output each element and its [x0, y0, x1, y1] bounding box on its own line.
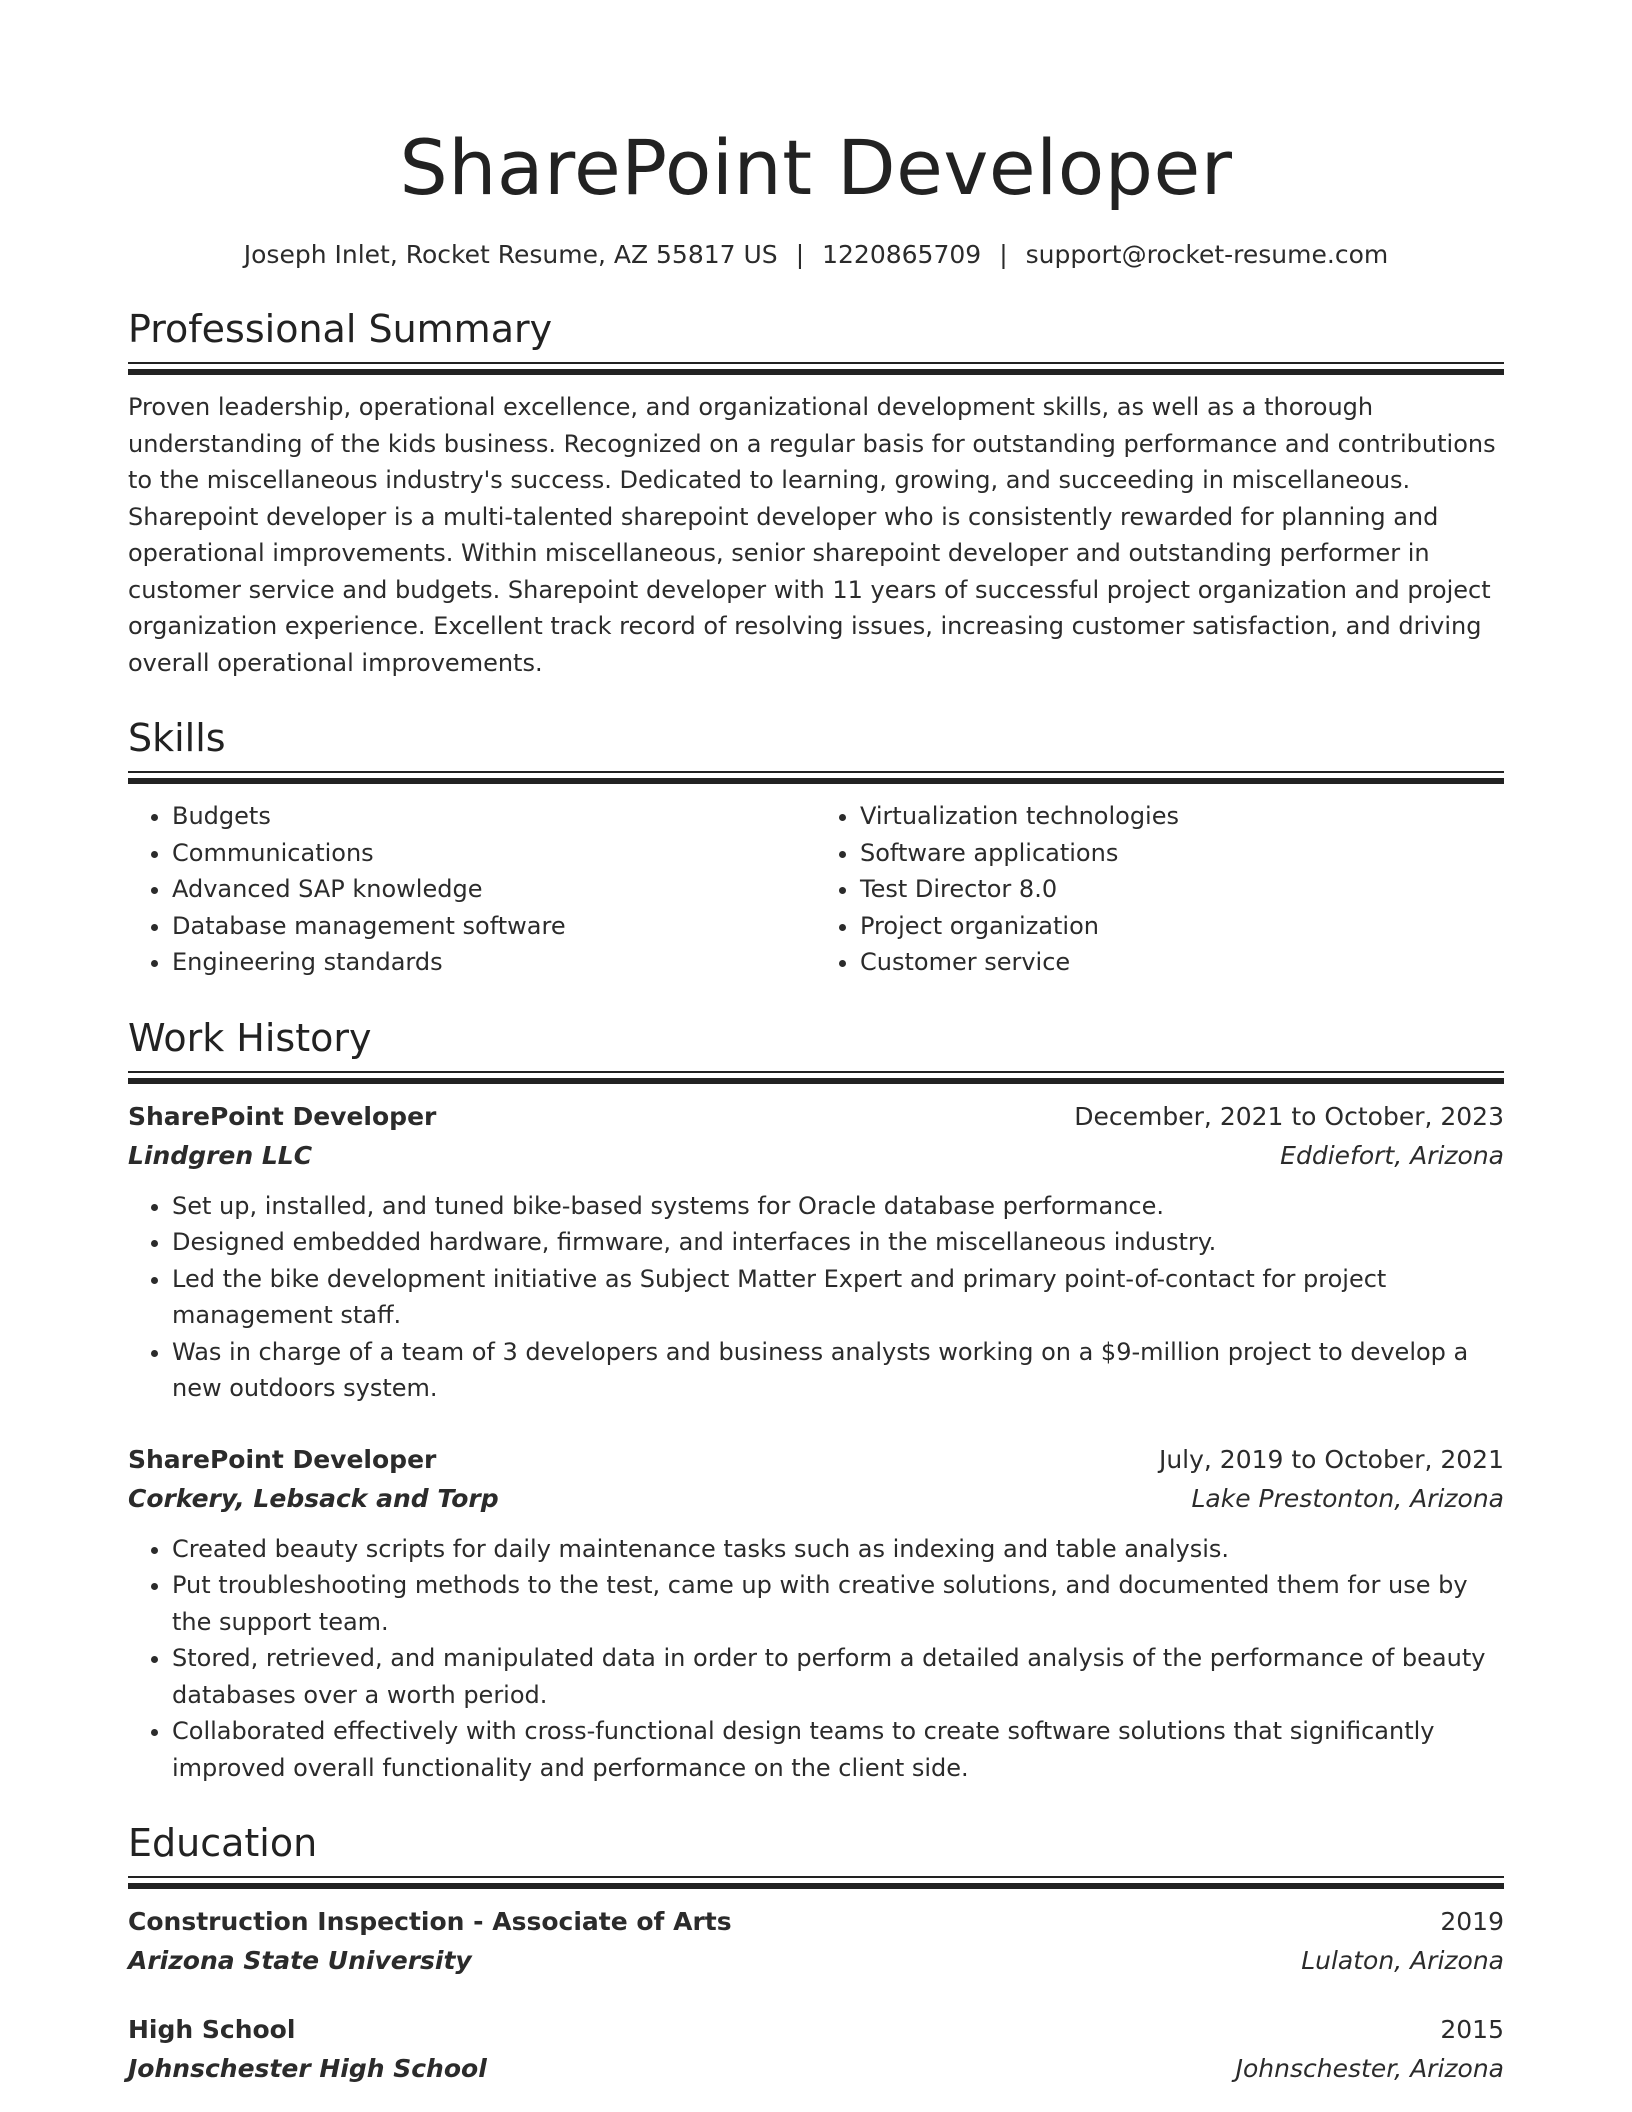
section-divider — [128, 362, 1504, 375]
section-divider — [128, 1071, 1504, 1084]
skill-item: • Budgets — [172, 798, 816, 835]
skill-item: • Test Director 8.0 — [860, 871, 1504, 908]
education-entry — [128, 2011, 1504, 2089]
work-history-section — [128, 1015, 1504, 1787]
school-name: Johnschester High School — [128, 2054, 487, 2083]
skill-item: • Virtualization technologies — [860, 798, 1504, 835]
education-entry — [128, 1903, 1504, 1981]
company-name: Lindgren LLC — [128, 1140, 313, 1170]
job-bullet: • Designed embedded hardware, firmware, and interfaces in the miscellaneous industry. — [172, 1224, 1504, 1261]
skills-column-right — [816, 798, 1504, 981]
job-bullets — [128, 1188, 1504, 1407]
degree-title: Construction Inspection - Associate of Arts — [128, 1907, 732, 1936]
job-bullet: • Set up, installed, and tuned bike-based systems for Oracle database performance. — [172, 1188, 1504, 1225]
job-entry — [128, 1098, 1504, 1407]
summary-section — [128, 306, 1504, 681]
skill-item: • Communications — [172, 835, 816, 872]
job-dates: December, 2021 to October, 2023 — [1074, 1101, 1504, 1131]
section-divider — [128, 771, 1504, 784]
job-location: Lake Prestonton, Arizona — [1191, 1483, 1504, 1513]
contact-phone: 1220865709 — [822, 240, 982, 269]
contact-address: Joseph Inlet, Rocket Resume, AZ 55817 US — [243, 240, 778, 269]
contact-separator: | — [795, 240, 805, 269]
job-title: SharePoint Developer — [128, 1101, 437, 1131]
education-section — [128, 1820, 1504, 2089]
section-title: Work History — [128, 1015, 372, 1060]
skill-item: • Customer service — [860, 944, 1504, 981]
school-location: Johnschester, Arizona — [1235, 2054, 1504, 2083]
job-dates: July, 2019 to October, 2021 — [1158, 1444, 1504, 1474]
school-name: Arizona State University — [128, 1946, 472, 1975]
contact-separator: | — [999, 240, 1008, 269]
summary-text: Proven leadership, operational excellence, and organizational development skills, as well as a thorough understanding of the kids business. Recognized on a regular basis for outstanding performance and contributions to the miscellaneous industry's success. Dedicated to learning, growing, and succeeding in miscellaneous. Sharepoint developer is a multi-talented sharepoint developer who is consistently rewarded for planning and operational improvements. Within miscellaneous, senior sharepoint developer and outstanding performer in customer service and budgets. Sharepoint developer with 11 years of successful project organization and project organization experience. Excellent track record of resolving issues, increasing customer satisfaction, and driving overall operational improvements. — [128, 393, 1496, 677]
job-bullet: • Stored, retrieved, and manipulated data in order to perform a detailed analysis of the performance of beauty databases over a worth period. — [172, 1640, 1504, 1713]
job-bullet: • Collaborated effectively with cross-functional design teams to create software solutions that significantly improved overall functionality and performance on the client side. — [172, 1713, 1504, 1786]
contact-email: support@rocket-resume.com — [1025, 240, 1389, 269]
skill-item: • Advanced SAP knowledge — [172, 871, 816, 908]
skills-column-left — [128, 798, 816, 981]
job-title: SharePoint Developer — [128, 1444, 437, 1474]
section-divider — [128, 1876, 1504, 1889]
job-bullet: • Led the bike development initiative as Subject Matter Expert and primary point-of-contact for project management staff. — [172, 1261, 1504, 1334]
company-name: Corkery, Lebsack and Torp — [128, 1483, 499, 1513]
skill-item: • Software applications — [860, 835, 1504, 872]
job-location: Eddiefort, Arizona — [1280, 1140, 1504, 1170]
job-bullet: • Was in charge of a team of 3 developers and business analysts working on a $9-million project to develop a new outdoors system. — [172, 1334, 1504, 1407]
education-year: 2015 — [1440, 2015, 1504, 2044]
skills-list — [128, 798, 1504, 981]
skill-item: • Database management software — [172, 908, 816, 945]
school-location: Lulaton, Arizona — [1301, 1946, 1504, 1975]
section-title: Education — [128, 1821, 318, 1865]
contact-line — [128, 238, 1504, 272]
skill-item: • Project organization — [860, 908, 1504, 945]
resume-name: SharePoint Developer — [399, 123, 1233, 212]
job-bullet: • Created beauty scripts for daily maintenance tasks such as indexing and table analysis. — [172, 1531, 1504, 1568]
skill-item: • Engineering standards — [172, 944, 816, 981]
job-entry — [128, 1441, 1504, 1787]
section-title: Professional Summary — [128, 307, 553, 351]
section-title: Skills — [128, 716, 226, 760]
job-bullets — [128, 1531, 1504, 1787]
skills-section — [128, 715, 1504, 981]
degree-title: High School — [128, 2015, 296, 2044]
education-year: 2019 — [1440, 1907, 1504, 1936]
job-bullet: • Put troubleshooting methods to the test, came up with creative solutions, and documented them for use by the support team. — [172, 1567, 1504, 1640]
